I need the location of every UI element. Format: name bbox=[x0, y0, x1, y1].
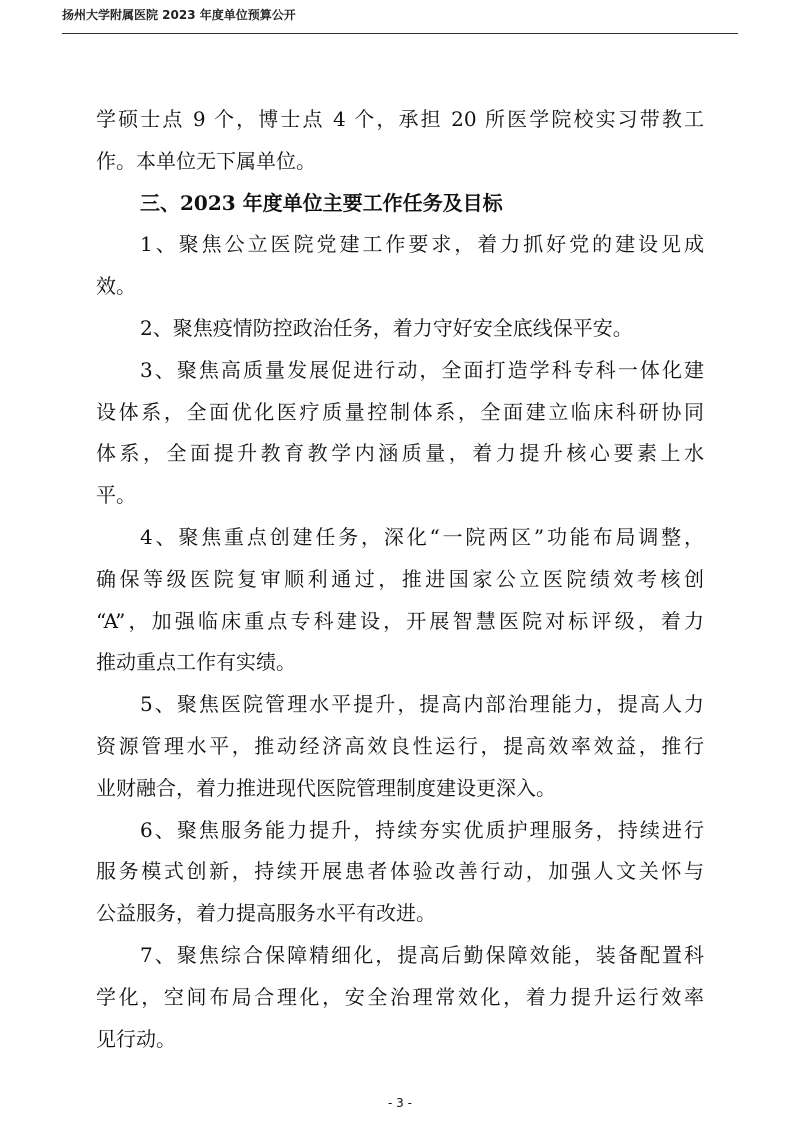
text-line: 3、聚焦高质量发展促进行动，全面打造学科专科一体化建 bbox=[140, 357, 704, 382]
text-line: 设体系，全面优化医疗质量控制体系，全面建立临床科研协同 bbox=[96, 399, 704, 424]
text-line: 推动重点工作有实绩。 bbox=[96, 650, 296, 675]
header-divider bbox=[62, 33, 738, 34]
text-line: 见行动。 bbox=[96, 1026, 176, 1051]
page-number: - 3 - bbox=[388, 1096, 412, 1110]
text-line: 业财融合，着力推进现代医院管理制度建设更深入。 bbox=[96, 775, 556, 800]
text-line: 2、聚焦疫情防控政治任务，着力守好安全底线保平安。 bbox=[140, 315, 633, 340]
text-line: 效。 bbox=[96, 274, 136, 299]
text-line: 公益服务，着力提高服务水平有改进。 bbox=[96, 901, 436, 926]
text-line: 7、聚焦综合保障精细化，提高后勤保障效能，装备配置科 bbox=[140, 942, 704, 967]
text-line: 服务模式创新，持续开展患者体验改善行动，加强人文关怀与 bbox=[96, 859, 704, 884]
text-line: “A”，加强临床重点专科建设，开展智慧医院对标评级，着力 bbox=[96, 608, 704, 633]
text-line: 确保等级医院复审顺利通过，推进国家公立医院绩效考核创 bbox=[96, 566, 704, 591]
text-line: 资源管理水平，推动经济高效良性运行，提高效率效益，推行 bbox=[96, 733, 704, 758]
section-heading: 三、2023 年度单位主要工作任务及目标 bbox=[140, 190, 503, 215]
running-header: 扬州大学附属医院 2023 年度单位预算公开 bbox=[62, 8, 296, 22]
text-line: 4、聚焦重点创建任务，深化“一院两区”功能布局调整， bbox=[140, 524, 704, 549]
text-line: 1、聚焦公立医院党建工作要求，着力抓好党的建设见成 bbox=[140, 232, 704, 257]
text-line: 学化，空间布局合理化，安全治理常效化，着力提升运行效率 bbox=[96, 984, 704, 1009]
text-line: 6、聚焦服务能力提升，持续夯实优质护理服务，持续进行 bbox=[140, 817, 704, 842]
text-line: 作。本单位无下属单位。 bbox=[96, 148, 316, 173]
text-line: 学硕士点 9 个，博士点 4 个，承担 20 所医学院校实习带教工 bbox=[96, 107, 704, 131]
document-body bbox=[96, 99, 704, 1060]
text-line: 5、聚焦医院管理水平提升，提高内部治理能力，提高人力 bbox=[140, 692, 704, 717]
text-line: 平。 bbox=[96, 483, 136, 508]
text-line: 体系，全面提升教育教学内涵质量，着力提升核心要素上水 bbox=[96, 441, 704, 466]
